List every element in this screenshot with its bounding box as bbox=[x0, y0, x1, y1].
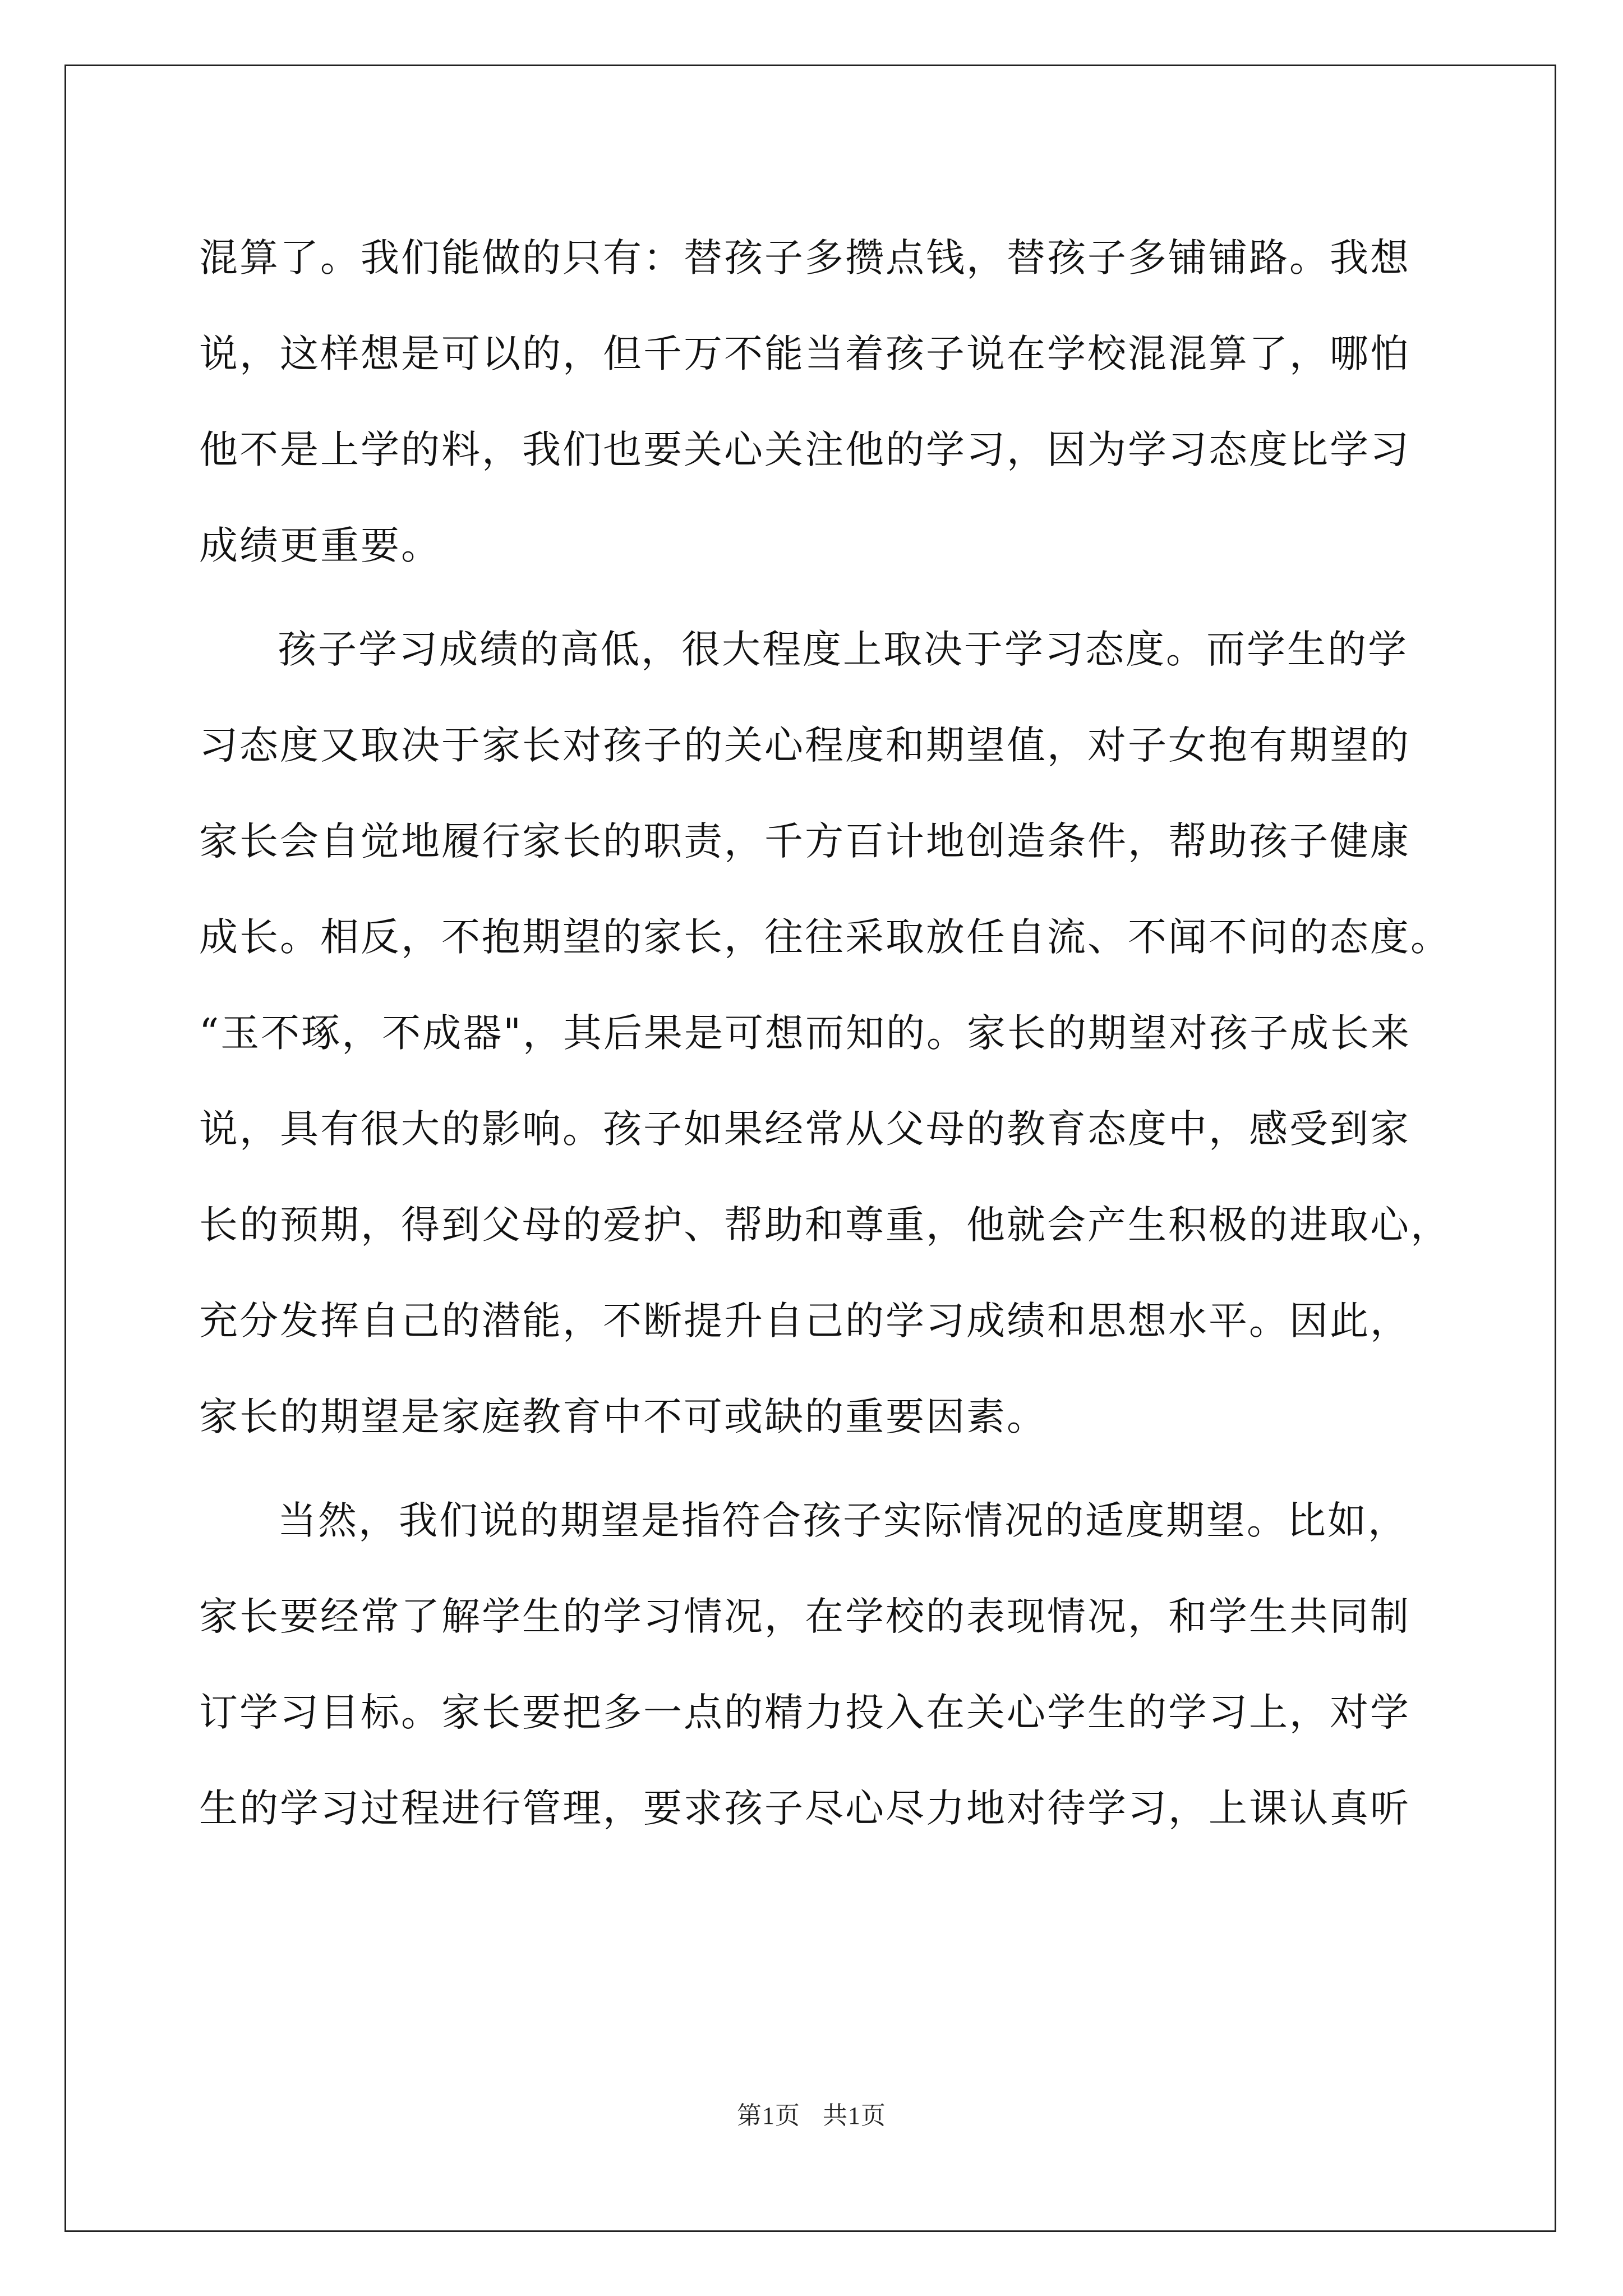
page-footer bbox=[0, 2095, 1623, 2131]
document-body bbox=[199, 210, 1455, 1857]
text-line: 说，这样想是可以的，但千万不能当着孩子说在学校混混算了，哪怕 bbox=[199, 332, 1410, 376]
text-line: 他不是上学的料，我们也要关心关注他的学习，因为学习态度比学习 bbox=[199, 427, 1410, 472]
text-line: 家长要经常了解学生的学习情况，在学校的表现情况，和学生共同制 bbox=[199, 1594, 1410, 1639]
text-line: “玉不琢，不成器"，其后果是可想而知的。家长的期望对孩子成长来 bbox=[199, 1011, 1412, 1056]
text-line: 家长会自觉地履行家长的职责，千方百计地创造条件，帮助孩子健康 bbox=[199, 819, 1410, 864]
text-line: 充分发挥自己的潜能，不断提升自己的学习成绩和思想水平。因此， bbox=[199, 1299, 1410, 1343]
page-number-total: 共1页 bbox=[823, 2102, 886, 2129]
paragraph-first-line: 孩子学习成绩的高低，很大程度上取决于学习态度。而学生的学 bbox=[278, 627, 1408, 672]
text-line: 说，具有很大的影响。孩子如果经常从父母的教育态度中，感受到家 bbox=[199, 1107, 1410, 1152]
page-number-current: 第1页 bbox=[737, 2102, 800, 2129]
text-line: 成长。相反，不抱期望的家长，往往采取放任自流、不闻不问的态度。 bbox=[199, 915, 1451, 960]
text-line: 成绩更重要。 bbox=[199, 523, 441, 568]
text-line: 混算了。我们能做的只有：替孩子多攒点钱，替孩子多铺铺路。我想 bbox=[199, 236, 1410, 280]
text-line: 习态度又取决于家长对孩子的关心程度和期望值，对子女抱有期望的 bbox=[199, 723, 1410, 768]
paragraph-first-line: 当然，我们说的期望是指符合孩子实际情况的适度期望。比如， bbox=[278, 1498, 1408, 1543]
text-line: 长的预期，得到父母的爱护、帮助和尊重，他就会产生积极的进取心， bbox=[199, 1203, 1451, 1248]
text-line: 生的学习过程进行管理，要求孩子尽心尽力地对待学习，上课认真听 bbox=[199, 1786, 1410, 1831]
text-line: 家长的期望是家庭教育中不可或缺的重要因素。 bbox=[199, 1395, 1047, 1439]
text-line: 订学习目标。家长要把多一点的精力投入在关心学生的学习上，对学 bbox=[199, 1690, 1410, 1735]
